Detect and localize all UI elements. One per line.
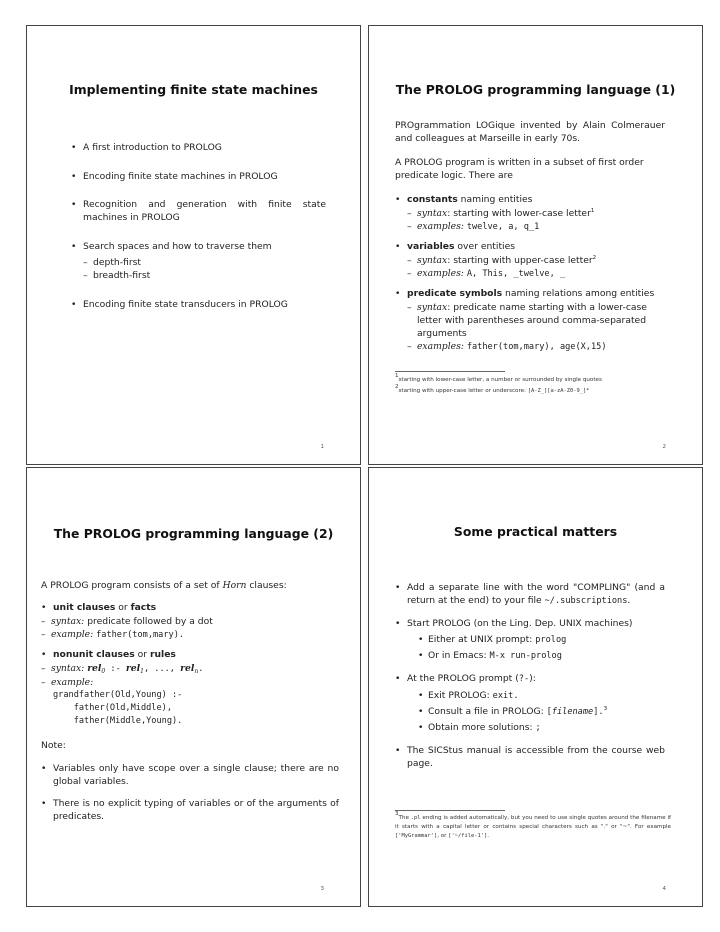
list-item: • There is no explicit typing of variables or of the arguments of predicates.: [41, 797, 339, 823]
sub-item: [407, 301, 667, 340]
code: ].: [593, 707, 604, 717]
list-item-variables: [395, 240, 667, 281]
sub-list: [41, 662, 341, 689]
text: : starting with upper-case letter: [447, 255, 593, 266]
footnote-text: starting with lower-case letter, a number or surrounded by single quotes: [398, 377, 602, 383]
bullet-list: [395, 581, 665, 770]
slide-1: [26, 25, 361, 465]
sub-list: [83, 256, 326, 282]
sub-item: [418, 705, 665, 719]
subscript: 1: [140, 668, 144, 675]
sub-item: [41, 628, 341, 642]
footnote: [395, 373, 675, 385]
label: examples:: [417, 268, 464, 279]
list-item: • Recognition and generation with finite state machines in PROLOG: [71, 198, 326, 224]
sub-item: – depth-first: [83, 256, 326, 269]
intro-paragraph: [41, 579, 341, 592]
label: syntax:: [51, 616, 85, 627]
code-block: grandfather(Old,Young) :- father(Old,Middle), father(Middle,Young).: [53, 690, 183, 726]
code: , ...,: [143, 664, 181, 674]
footnote: [395, 811, 671, 841]
code: ~/.subscriptions: [544, 596, 628, 606]
code: A, This, _twelve, _: [466, 269, 566, 279]
text: Obtain more solutions:: [428, 722, 536, 733]
intro-paragraph: PROgrammation LOGique invented by Alain Colmerauer and colleagues at Marseille in early 70s.: [395, 120, 665, 144]
term-description: naming relations among entities: [502, 288, 655, 299]
sub-list: [407, 301, 667, 354]
list-item: [395, 617, 665, 663]
footnote-text: , or: [437, 833, 449, 839]
text: Or in Emacs:: [428, 650, 490, 661]
text: predicate followed by a dot: [84, 616, 213, 627]
bullet-list: [71, 141, 326, 311]
term: predicate symbols: [407, 288, 503, 299]
text: ):: [529, 673, 536, 684]
footnote-code: [A-Z_][a-zA-Z0-9_]*: [527, 388, 590, 394]
sub-item: [41, 662, 341, 676]
label: syntax: [417, 208, 448, 219]
slide-3: [26, 467, 361, 907]
sub-item: [41, 676, 341, 689]
sub-item: [407, 254, 667, 267]
sub-list: [41, 615, 341, 642]
text: A PROLOG program consists of a set of: [41, 580, 223, 591]
sub-item: [418, 721, 665, 735]
term: facts: [130, 602, 157, 613]
label: syntax:: [51, 663, 85, 674]
footnote-number: 3: [395, 811, 399, 817]
footnote-code: .pl: [410, 815, 421, 821]
footnote-text: The: [398, 815, 411, 821]
code: exit.: [492, 691, 519, 701]
text: Either at UNIX prompt:: [428, 634, 536, 645]
footnote-ref: 3: [603, 706, 608, 712]
rel-symbol: rel: [87, 663, 102, 674]
footnote-text: .: [487, 833, 489, 839]
subscript: 0: [101, 668, 106, 675]
slide-title: Some practical matters: [453, 524, 618, 539]
code: .: [198, 664, 204, 674]
label: syntax: [417, 302, 448, 313]
sub-item: [41, 615, 341, 628]
bullet-list: [41, 601, 341, 728]
list-item: [395, 672, 665, 735]
code: ;: [535, 723, 541, 733]
page-number: 2: [662, 444, 666, 450]
page-number: 4: [662, 886, 666, 892]
list-item-nonunit-clauses: [41, 648, 341, 728]
sub-item: [407, 340, 667, 354]
subscript: n: [194, 668, 199, 675]
footnote-code: ['~/file-1']: [448, 833, 488, 839]
sub-list: [418, 633, 665, 663]
sub-list: [407, 207, 667, 234]
slide-2: [368, 25, 703, 465]
slide-title: Implementing finite state machines: [69, 82, 318, 97]
note-label: Note:: [41, 740, 66, 751]
list-item-predicates: [395, 287, 667, 354]
list-item: [395, 581, 665, 608]
list-item: • Encoding finite state machines in PROLOG: [71, 170, 326, 183]
code: [: [546, 707, 552, 717]
slide-4: [368, 467, 703, 907]
footnote-ref: 1: [590, 208, 595, 214]
list-item: • Variables only have scope over a single clause; there are no global variables.: [41, 762, 339, 788]
slide-title: The PROLOG programming language (2): [53, 526, 334, 541]
label: syntax: [417, 255, 448, 266]
page-number: 3: [320, 886, 324, 892]
sub-item: [407, 267, 667, 281]
term: variables: [407, 241, 455, 252]
rel-symbol: rel: [180, 663, 195, 674]
footnote: [395, 384, 675, 396]
rel-symbol: rel: [125, 663, 141, 674]
label: examples:: [417, 221, 464, 232]
text: Exit PROLOG:: [428, 690, 493, 701]
sub-item: [407, 207, 667, 220]
text: or: [134, 649, 150, 660]
text: Consult a file in PROLOG:: [428, 706, 547, 717]
footnote-ref: 2: [592, 255, 597, 261]
label: example:: [51, 677, 94, 688]
term: unit clauses: [53, 602, 116, 613]
term: constants: [407, 194, 458, 205]
text: : predicate name starting with a lower-case letter with parentheses around comma-separated arguments: [417, 302, 647, 339]
list-item: • A first introduction to PROLOG: [71, 141, 326, 154]
term-description: naming entities: [457, 194, 533, 205]
footnote-code: ['MyGrammar']: [395, 833, 438, 839]
text: clauses:: [246, 580, 287, 591]
term: rules: [149, 649, 176, 660]
text: or: [115, 602, 131, 613]
sub-list: [407, 254, 667, 281]
list-item: [71, 240, 326, 282]
slide-title: The PROLOG programming language (1): [395, 82, 676, 97]
code: M-x run-prolog: [489, 651, 562, 661]
code: prolog: [535, 635, 567, 645]
code: filename: [551, 707, 594, 717]
sub-item: [418, 689, 665, 703]
emphasis: Horn: [222, 580, 247, 591]
list-item: • Encoding finite state transducers in PROLOG: [71, 298, 326, 311]
term-description: over entities: [454, 241, 516, 252]
sub-item: – breadth-first: [83, 269, 326, 282]
footnote-text: starting with upper-case letter or underscore:: [398, 388, 528, 394]
code: ?-: [518, 674, 530, 684]
text: At the PROLOG prompt (: [407, 673, 519, 684]
footnote-rule: [395, 810, 505, 811]
sub-item: [418, 649, 665, 663]
code: father(tom,mary).: [96, 630, 185, 640]
page-number: 1: [320, 444, 324, 450]
note-list: [41, 762, 339, 823]
list-item-unit-clauses: [41, 601, 341, 642]
bullet-list: [395, 193, 667, 354]
list-item: • The SICStus manual is accessible from the course web page.: [395, 744, 665, 770]
footnote-number: 2: [395, 384, 399, 390]
code: :-: [105, 664, 126, 674]
footnote-text: ending is added automatically, but you need to use single quotes around the filename if it starts with a capital letter or contains special characters such as "." or "~". For example: [395, 815, 671, 830]
sub-list: [418, 689, 665, 735]
intro-paragraph: A PROLOG program is written in a subset of first order predicate logic. There are: [395, 157, 644, 181]
footnote-number: 1: [395, 373, 399, 379]
label: examples:: [417, 341, 464, 352]
text: Add a separate line with the word "COMPLING" (and a return at the end) to your file: [407, 582, 665, 606]
text: .: [627, 595, 631, 606]
text: Start PROLOG (on the Ling. Dep. UNIX machines): [407, 618, 633, 629]
text: : starting with lower-case letter: [447, 208, 591, 219]
sub-item: [418, 633, 665, 647]
list-item-text: Search spaces and how to traverse them: [83, 241, 272, 252]
term: nonunit clauses: [53, 649, 135, 660]
footnote-rule: [395, 371, 505, 372]
code: twelve, a, q_1: [466, 222, 540, 232]
code: father(tom,mary), age(X,15): [466, 342, 607, 352]
label: example:: [51, 629, 94, 640]
sub-item: [407, 220, 667, 234]
list-item-constants: [395, 193, 667, 234]
